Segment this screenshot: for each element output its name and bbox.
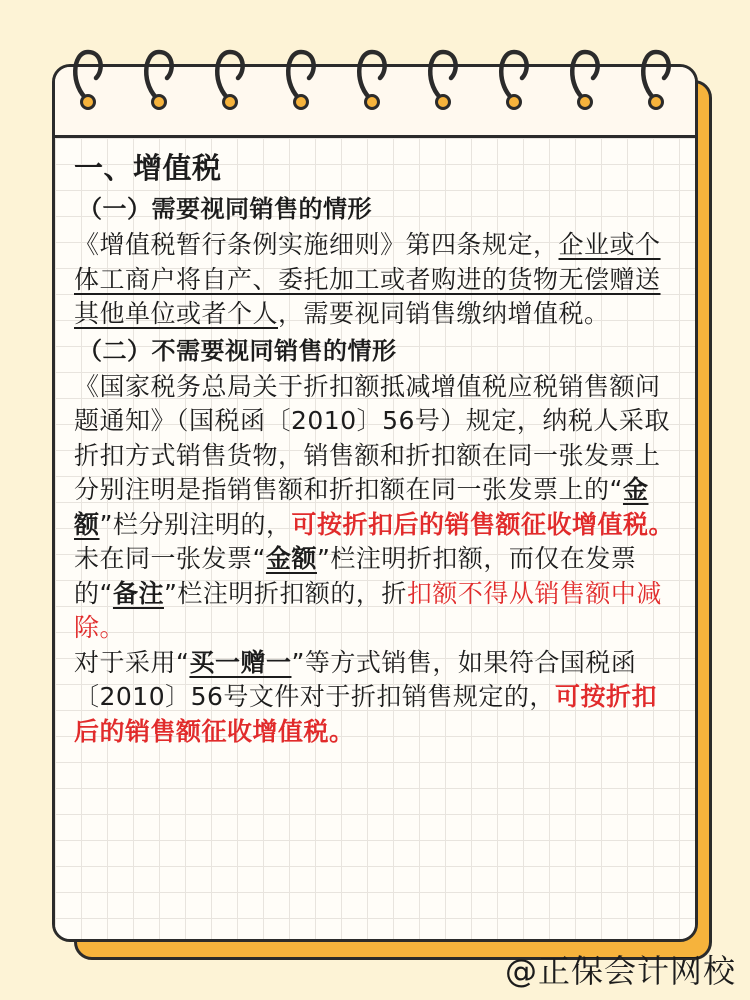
keyword-amount: 金额 [74,475,649,539]
p3-highlight: 扣额不得从销售额中减除。 [74,578,662,642]
p4-highlight: 可按折扣后的销售额征收增值税。 [74,682,657,746]
card-header [55,67,695,138]
keyword-remark: 备注 [112,578,164,608]
p3-c: ”栏注明折扣额的，折 [163,578,407,608]
keyword-buy-one-get-one: 买一赠一 [189,647,292,677]
section-2-title: （二）不需要视同销售的情形 [78,336,397,365]
section-1-paragraph [74,228,678,332]
p2-text: 《国家税务总局关于折扣额抵减增值税应税销售额问题通知》（国税函〔2010〕56号）规定，纳税人采取折扣方式销售货物，销售额和折扣额在同一张发票上分别注明是指销售额和折扣额在同一张发票上的“ [74,371,670,504]
keyword-amount-2: 金额 [265,544,317,573]
p1-end: ，需要视同销售缴纳增值税。 [278,299,610,328]
main-heading: 一、增值税 [74,151,222,185]
p1-underlined: 企业或个体工商户将自产、委托加工或者购进的货物无偿赠送其他单位或者个人 [74,230,661,328]
watermark-text: @正保会计网校 [504,952,736,990]
section-2-paragraph-3 [74,646,678,750]
p1-intro: 《增值税暂行条例实施细则》第四条规定， [74,230,559,259]
p2-mid: ”栏分别注明的， [99,509,292,539]
section-2-paragraph-2 [74,542,678,646]
p4-a: 对于采用“ [74,647,190,677]
p4-b: ”等方式销售，如果符合国税函〔2010〕56号文件对于折扣销售规定的， [74,647,637,711]
p2-highlight: 可按折扣后的销售额征收增值税。 [291,509,674,539]
section-1-title: （一）需要视同销售的情形 [78,195,372,223]
article-content [74,146,678,749]
p3-a: 未在同一张发票“ [74,544,266,573]
p3-b: ”栏注明折扣额，而仅在发票的“ [74,544,637,608]
section-2-paragraph-1 [74,370,678,543]
